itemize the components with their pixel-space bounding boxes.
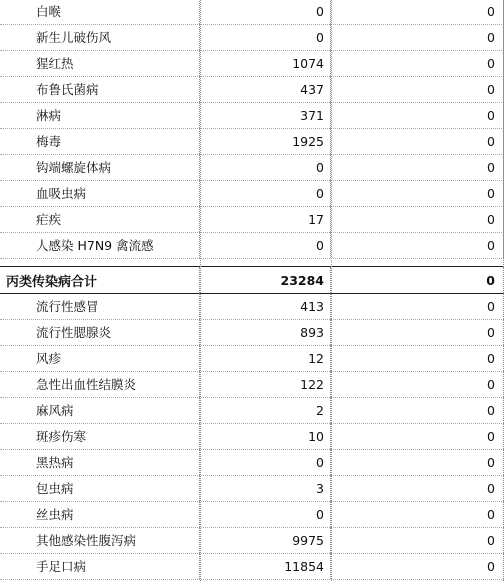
table-row <box>0 345 504 372</box>
disease-name-cell: 其他感染性腹泻病 <box>0 527 200 553</box>
case-count-cell: 9975 <box>200 527 331 553</box>
case-count-cell: 2 <box>200 397 331 423</box>
death-count-cell: 0 <box>331 371 504 397</box>
disease-name-cell: 包虫病 <box>0 475 200 501</box>
disease-name-cell: 布鲁氏菌病 <box>0 76 200 102</box>
case-count-cell: 0 <box>200 501 331 527</box>
table-row <box>0 475 504 502</box>
total-label: 丙类传染病合计 <box>0 267 200 293</box>
table-row <box>0 76 504 103</box>
total-case-count: 23284 <box>200 267 331 293</box>
table-row <box>0 371 504 398</box>
case-count-cell: 10 <box>200 423 331 449</box>
case-count-cell: 3 <box>200 475 331 501</box>
death-count-cell: 0 <box>331 50 504 76</box>
table-row <box>0 397 504 424</box>
death-count-cell: 0 <box>331 319 504 345</box>
death-count-cell: 0 <box>331 180 504 206</box>
case-count-cell: 413 <box>200 293 331 319</box>
table-row <box>0 128 504 155</box>
table-row <box>0 553 504 580</box>
case-count-cell: 12 <box>200 345 331 371</box>
death-count-cell: 0 <box>331 128 504 154</box>
case-count-cell: 437 <box>200 76 331 102</box>
death-count-cell: 0 <box>331 527 504 553</box>
disease-name-cell: 人感染 H7N9 禽流感 <box>0 232 200 258</box>
disease-name-cell: 丝虫病 <box>0 501 200 527</box>
table-row <box>0 232 504 259</box>
case-count-cell: 0 <box>200 154 331 180</box>
column-divider <box>200 0 201 581</box>
death-count-cell: 0 <box>331 232 504 258</box>
case-count-cell: 17 <box>200 206 331 232</box>
disease-name-cell: 风疹 <box>0 345 200 371</box>
table-row <box>0 50 504 77</box>
case-count-cell: 11854 <box>200 553 331 579</box>
table-row <box>0 501 504 528</box>
disease-name-cell: 血吸虫病 <box>0 180 200 206</box>
death-count-cell: 0 <box>331 501 504 527</box>
case-count-cell: 893 <box>200 319 331 345</box>
table-row <box>0 319 504 346</box>
case-count-cell: 0 <box>200 24 331 50</box>
disease-name-cell: 梅毒 <box>0 128 200 154</box>
death-count-cell: 0 <box>331 24 504 50</box>
death-count-cell: 0 <box>331 293 504 319</box>
death-count-cell: 0 <box>331 206 504 232</box>
death-count-cell: 0 <box>331 475 504 501</box>
disease-name-cell: 新生儿破伤风 <box>0 24 200 50</box>
table-row <box>0 423 504 450</box>
disease-name-cell: 钩端螺旋体病 <box>0 154 200 180</box>
death-count-cell: 0 <box>331 449 504 475</box>
disease-name-cell: 急性出血性结膜炎 <box>0 371 200 397</box>
disease-name-cell: 淋病 <box>0 102 200 128</box>
table-row <box>0 293 504 320</box>
table-row <box>0 527 504 554</box>
table-row <box>0 102 504 129</box>
disease-name-cell: 斑疹伤寒 <box>0 423 200 449</box>
case-count-cell: 0 <box>200 180 331 206</box>
disease-name-cell: 黑热病 <box>0 449 200 475</box>
death-count-cell: 0 <box>331 76 504 102</box>
death-count-cell: 0 <box>331 154 504 180</box>
case-count-cell: 371 <box>200 102 331 128</box>
death-count-cell: 0 <box>331 397 504 423</box>
table-row <box>0 180 504 207</box>
table-row <box>0 206 504 233</box>
total-death-count: 0 <box>331 267 504 293</box>
case-count-cell: 1074 <box>200 50 331 76</box>
disease-name-cell: 手足口病 <box>0 553 200 579</box>
disease-name-cell: 麻风病 <box>0 397 200 423</box>
death-count-cell: 0 <box>331 102 504 128</box>
disease-name-cell: 疟疾 <box>0 206 200 232</box>
case-count-cell: 0 <box>200 0 331 24</box>
disease-name-cell: 流行性腮腺炎 <box>0 319 200 345</box>
death-count-cell: 0 <box>331 553 504 579</box>
death-count-cell: 0 <box>331 423 504 449</box>
column-divider <box>331 0 332 581</box>
table-row <box>0 449 504 476</box>
case-count-cell: 122 <box>200 371 331 397</box>
disease-name-cell: 流行性感冒 <box>0 293 200 319</box>
disease-name-cell: 猩红热 <box>0 50 200 76</box>
death-count-cell: 0 <box>331 345 504 371</box>
table-row <box>0 154 504 181</box>
total-row <box>0 266 504 294</box>
table-row <box>0 24 504 51</box>
death-count-cell: 0 <box>331 0 504 24</box>
case-count-cell: 1925 <box>200 128 331 154</box>
case-count-cell: 0 <box>200 232 331 258</box>
case-count-cell: 0 <box>200 449 331 475</box>
table-row <box>0 0 504 25</box>
disease-name-cell: 白喉 <box>0 0 200 24</box>
